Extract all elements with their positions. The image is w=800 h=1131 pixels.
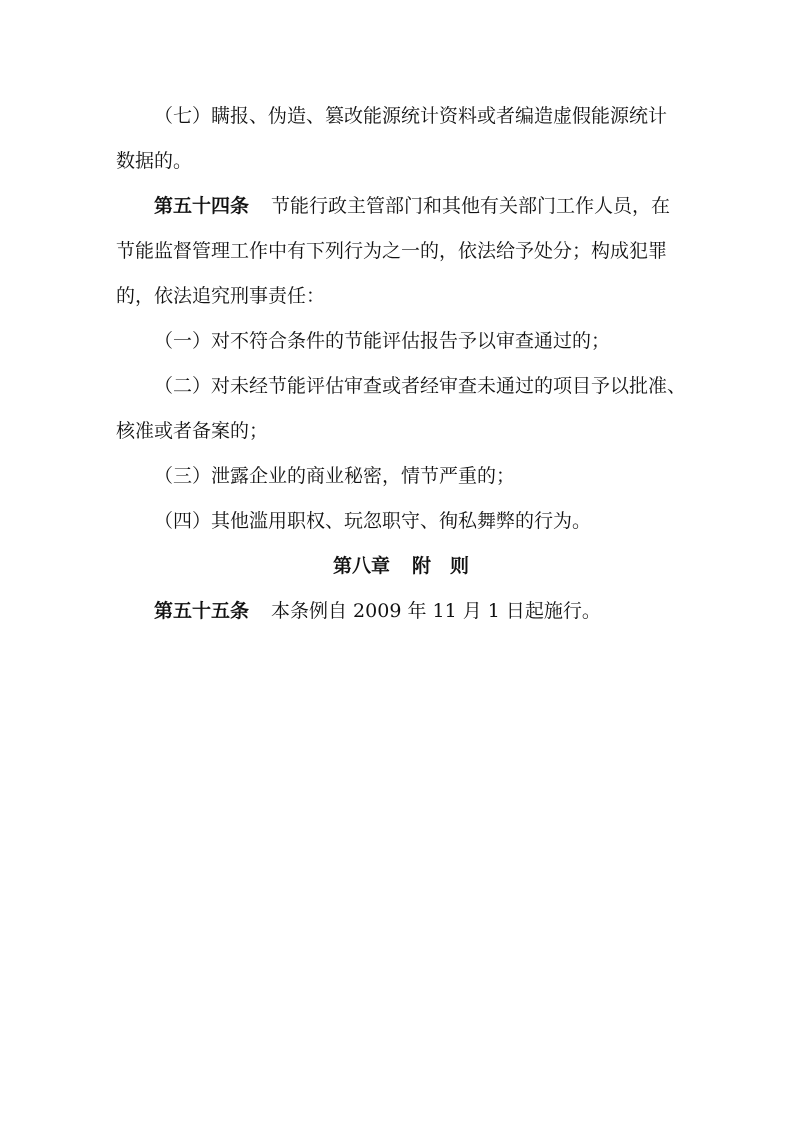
item-seven-line-1: （七）瞒报、伪造、篡改能源统计资料或者编造虚假能源统计 — [154, 105, 668, 127]
article-54-label: 第五十四条 — [154, 195, 250, 217]
item-four: （四）其他滥用职权、玩忽职守、徇私舞弊的行为。 — [154, 510, 592, 532]
document-body — [116, 94, 686, 634]
item-seven-line-2: 数据的。 — [116, 150, 193, 172]
article-55-line — [116, 589, 686, 634]
chapter-8-name: 附 则 — [412, 555, 470, 577]
chapter-8-heading — [116, 544, 686, 589]
article-54-line-1 — [116, 184, 686, 229]
item-one: （一）对不符合条件的节能评估报告予以审查通过的； — [154, 330, 611, 352]
article-54-line-2: 节能监督管理工作中有下列行为之一的，依法给予处分；构成犯罪 — [116, 240, 668, 262]
article-55-label: 第五十五条 — [154, 600, 250, 622]
item-three: （三）泄露企业的商业秘密，情节严重的； — [154, 465, 516, 487]
item-two-line-2: 核准或者备案的； — [116, 420, 269, 442]
article-54-text-1: 节能行政主管部门和其他有关部门工作人员，在 — [271, 195, 671, 217]
article-55-text: 本条例自 2009 年 11 月 1 日起施行。 — [271, 600, 601, 622]
article-54-line-3: 的，依法追究刑事责任： — [116, 285, 326, 307]
chapter-8-number: 第八章 — [332, 555, 390, 577]
item-two-line-1: （二）对未经节能评估审查或者经审查未通过的项目予以批准、 — [154, 375, 687, 397]
